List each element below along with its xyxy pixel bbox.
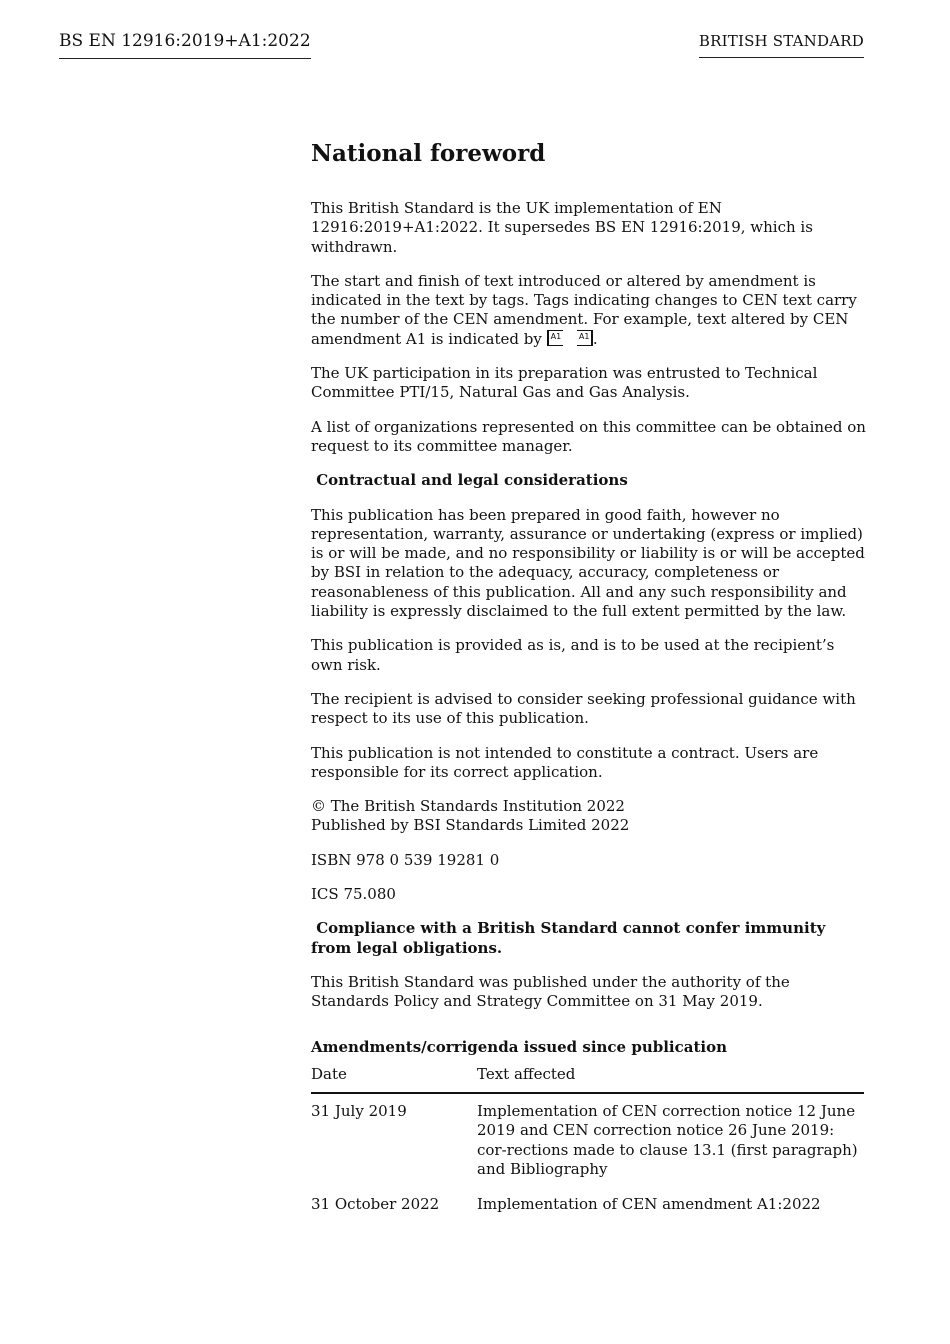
amendment-date: 31 July 2019 (311, 1102, 407, 1121)
document-id: BS EN 12916:2019+A1:2022 (59, 30, 311, 59)
compliance-heading: Compliance with a British Standard cannot confer immunity from legal obligations. (311, 919, 826, 957)
ics-code: ICS 75.080 (311, 885, 396, 904)
amendment-close-tag-icon: A1 (577, 330, 593, 346)
paragraph-committee: The UK participation in its preparation was entrusted to Technical Committee PTI/15, Natural Gas and Gas Analysis. (311, 364, 818, 402)
amendment-date: 31 October 2022 (311, 1195, 440, 1214)
amendment-text: Implementation of CEN amendment A1:2022 (477, 1195, 821, 1214)
paragraph-good-faith: This publication has been prepared in good faith, however no representation, warranty, assurance or undertaking (express or implied) is or will be made, and no responsibility or liability is or will be accepted by BSI in relation to the adequacy, accuracy, completeness or reasonableness of this publication. All and any such responsibility and liability is expressly disclaimed to the full extent permitted by the law. (311, 505, 865, 621)
paragraph-implementation: This British Standard is the UK implementation of EN 12916:2019+A1:2022. It supersedes BS EN 12916:2019, which is withdrawn. (311, 199, 813, 256)
page-title: National foreword (311, 140, 546, 167)
paragraph-amendment-tags (311, 272, 867, 349)
copyright-block (311, 797, 867, 836)
national-foreword (311, 139, 867, 1223)
paragraph-own-risk: This publication is provided as is, and is to be used at the recipient’s own risk. (311, 636, 835, 674)
paragraph-guidance: The recipient is advised to consider seeking professional guidance with respect to its use of this publication. (311, 689, 856, 728)
amendment-open-tag-icon: A1 (547, 330, 563, 346)
paragraph-organizations: A list of organizations represented on this committee can be obtained on request to its committee manager. (311, 417, 866, 455)
column-header-date: Date (311, 1065, 477, 1093)
isbn: ISBN 978 0 539 19281 0 (311, 850, 500, 869)
copyright-line: © The British Standards Institution 2022 (311, 797, 625, 816)
publisher-line: Published by BSI Standards Limited 2022 (311, 816, 630, 835)
column-header-text-affected: Text affected (477, 1065, 864, 1093)
standard-label: BRITISH STANDARD (699, 31, 864, 58)
table-header-row (311, 1065, 864, 1093)
amendments-table (311, 1065, 864, 1223)
amendment-text: Implementation of CEN correction notice 12 June 2019 and CEN correction notice 26 June 2019: cor-rections made to clause 13.1 (first paragraph) and Bibliography (477, 1102, 858, 1178)
table-row (311, 1187, 864, 1222)
amendments-title: Amendments/corrigenda issued since publication (311, 1037, 727, 1056)
heading-contractual: Contractual and legal considerations (316, 471, 628, 490)
paragraph-contract: This publication is not intended to constitute a contract. Users are responsible for its correct application. (311, 743, 819, 781)
paragraph-authority: This British Standard was published under the authority of the Standards Policy and Strategy Committee on 31 May 2019. (311, 972, 790, 1011)
paragraph-amendment-tags-end: . (592, 329, 598, 348)
table-row (311, 1093, 864, 1187)
paragraph-amendment-tags-text: The start and finish of text introduced or altered by amendment is indicated in the text by tags. Tags indicating changes to CEN text carry the number of the CEN amendment. For example, text altered by CEN amendment A1 is indicated by (311, 271, 857, 348)
